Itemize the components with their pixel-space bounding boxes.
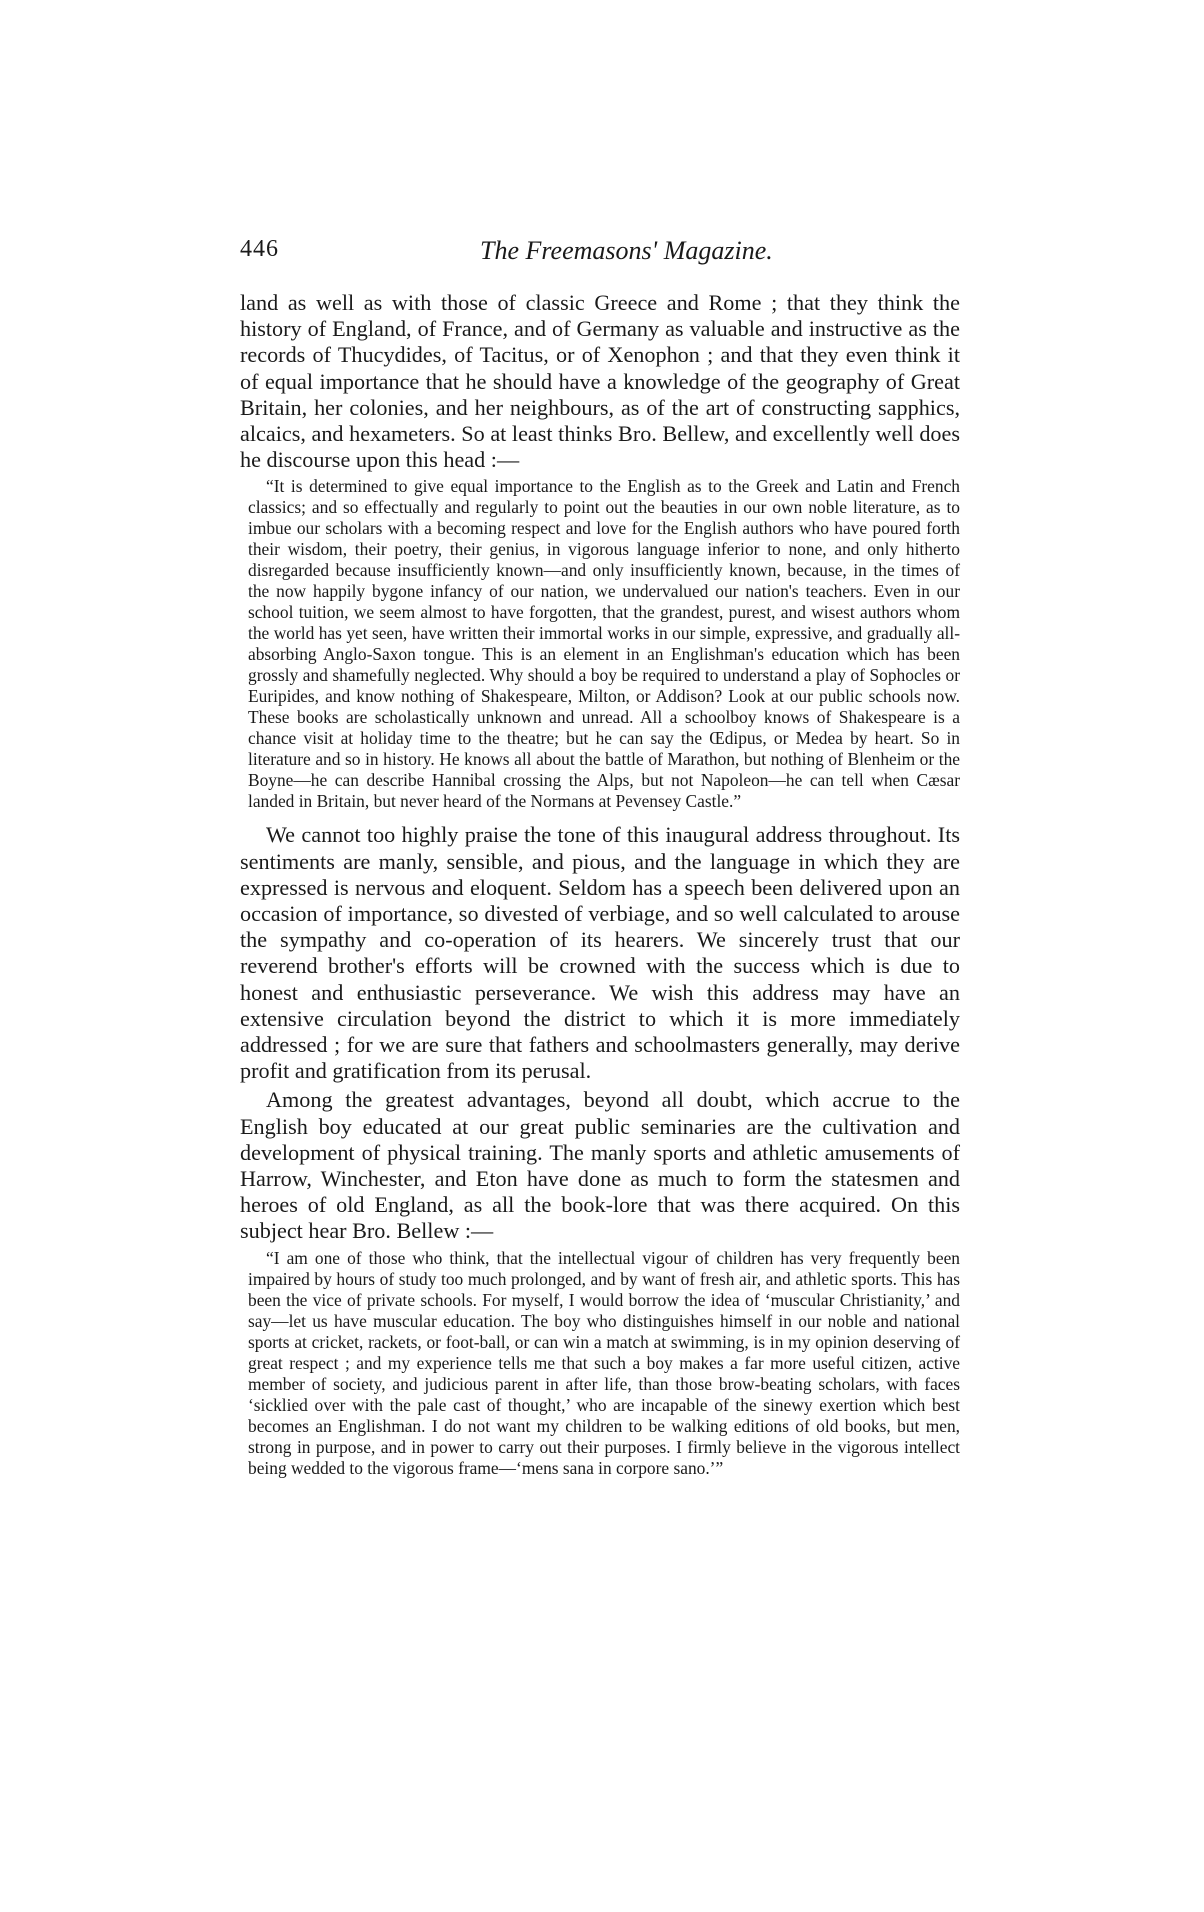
block-quote: “I am one of those who think, that the intellectual vigour of children has very frequently been impaired by hours of study too much prolonged, and by want of fresh air, and athletic sports. This has been the vice of private schools. For myself, I would borrow the idea of ‘muscular Christianity,’ and say—let us have muscular education. The boy who distinguishes himself in our noble and national sports at cricket, rackets, or foot-ball, or can win a match at swimming, is in my opinion deserving of great respect ; and my experience tells me that such a boy makes a far more useful citizen, active member of society, and judicious parent in after life, than those brow-beating scholars, with faces ‘sicklied over with the pale cast of thought,’ who are incapable of the sinewy exertion which best becomes an Englishman. I do not want my children to be walking editions of old books, but men, strong in purpose, and in power to carry out their purposes. I firmly believe in the vigorous intellect being wedded to the vigorous frame—‘mens sana in corpore sano.’” (248, 1247, 960, 1478)
text-column (240, 290, 960, 1479)
running-head (240, 236, 960, 270)
body-paragraph: land as well as with those of classic Greece and Rome ; that they think the history of England, of France, and of Germany as valuable and instructive as the records of Thucydides, of Tacitus, or of Xenophon ; and that they even think it of equal importance that he should have a knowledge of the geography of Great Britain, her colonies, and her neighbours, as of the art of constructing sapphics, alcaics, and hexameters. So at least thinks Bro. Bellew, and excellently well does he discourse upon this head :— (240, 290, 960, 473)
body-paragraph: We cannot too highly praise the tone of this inaugural address throughout. Its sentiments are manly, sensible, and pious, and the language in which they are expressed is nervous and eloquent. Seldom has a speech been delivered upon an occasion of importance, so divested of verbiage, and so well calculated to arouse the sympathy and co-operation of its hearers. We sincerely trust that our reverend brother's efforts will be crowned with the success which is due to honest and enthusiastic perseverance. We wish this address may have an extensive circulation beyond the district to which it is more immediately addressed ; for we are sure that fathers and schoolmasters generally, may derive profit and gratification from its perusal. (240, 822, 960, 1084)
body-paragraph: Among the greatest advantages, beyond all doubt, which accrue to the English boy educated at our great public seminaries are the cultivation and development of physical training. The manly sports and athletic amusements of Harrow, Winchester, and Eton have done as much to form the statesmen and heroes of old England, as all the book-lore that was there acquired. On this subject hear Bro. Bellew :— (240, 1087, 960, 1244)
block-quote: “It is determined to give equal importance to the English as to the Greek and Latin and French classics; and so effectually and regularly to point out the beauties in our own noble literature, as to imbue our scholars with a becoming respect and love for the English authors who have poured forth their wisdom, their poetry, their genius, in vigorous language inferior to none, and only hitherto disregarded because insufficiently known—and only insufficiently known, because, in the times of the now happily bygone infancy of our nation, we undervalued our nation's teachers. Even in our school tuition, we seem almost to have forgotten, that the grandest, purest, and wisest authors whom the world has yet seen, have written their immortal works in our simple, expressive, and gradually all-absorbing Anglo-Saxon tongue. This is an element in an Englishman's education which has been grossly and shamefully neglected. Why should a boy be required to understand a play of Sophocles or Euripides, and know nothing of Shakespeare, Milton, or Addison? Look at our public schools now. These books are scholastically unknown and unread. All a schoolboy knows of Shakespeare is a chance visit at holiday time to the theatre; but he can say the Œdipus, or Medea by heart. So in literature and so in history. He knows all about the battle of Marathon, but nothing of Blenheim or the Boyne—he can describe Hannibal crossing the Alps, but not Napoleon—he can tell when Cæsar landed in Britain, but never heard of the Normans at Pevensey Castle.” (248, 476, 960, 812)
journal-title: The Freemasons' Magazine. (480, 236, 773, 265)
page-number: 446 (240, 236, 279, 262)
